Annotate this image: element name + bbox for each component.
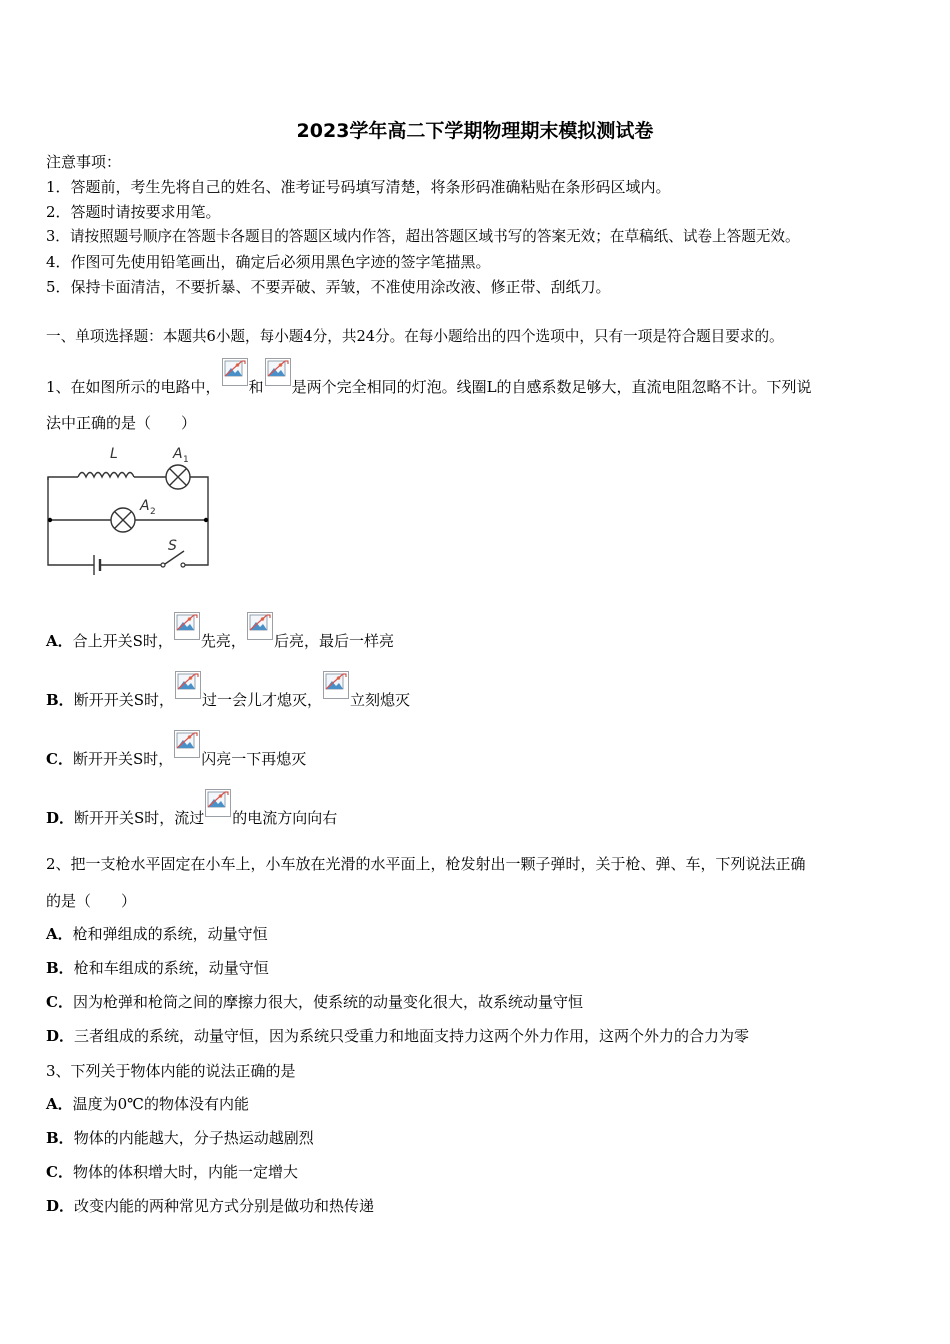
bulb-image-icon [175,671,201,699]
q1-option-a [46,612,394,656]
bulb-a2-sub: 2 [150,507,156,517]
q2-option-a [46,925,268,943]
bulb-a1-image-icon [222,358,248,386]
option-text: 因为枪弹和枪筒之间的摩擦力很大，使系统的动量变化很大，故系统动量守恒 [72,993,583,1011]
q1-stem-part: 1、在如图所示的电路中， [46,378,221,396]
notice-item: 5．保持卡面清洁，不要折暴、不要弄破、弄皱，不准使用涂改液、修正带、刮纸刀。 [46,278,611,296]
bulb-image-icon [247,612,273,640]
bulb-a1-label: A [173,446,183,462]
q2-option-c [46,993,583,1011]
q3-stem: 3、下列关于物体内能的说法正确的是 [46,1062,296,1080]
option-text: 的电流方向向右 [232,809,338,827]
option-text: 三者组成的系统，动量守恒，因为系统只受重力和地面支持力这两个外力作用，这两个外力的合力为零 [74,1027,750,1045]
q3-option-c [46,1163,298,1181]
option-label: D． [46,1027,75,1045]
notice-item: 1．答题前，考生先将自己的姓名、准考证号码填写清楚，将条形码准确粘贴在条形码区域内。 [46,178,671,196]
option-label: D． [46,1197,75,1215]
notice-item: 2．答题时请按要求用笔。 [46,203,221,221]
option-label: D． [46,809,75,827]
option-text: 断开开关S时， [72,750,174,768]
option-text: 闪亮一下再熄灭 [201,750,307,768]
bulb-image-icon [174,612,200,640]
option-label: A． [46,1095,73,1113]
option-label: C． [46,993,73,1011]
bulb-a1-sub: 1 [183,455,189,465]
option-text: 过一会儿才熄灭， [201,691,322,709]
notice-heading: 注意事项： [46,153,122,171]
option-text: 温度为0℃的物体没有内能 [72,1095,249,1113]
q3-option-d [46,1197,374,1215]
q1-stem-line2: 法中正确的是（ ） [46,414,197,432]
q1-option-c [46,730,306,774]
notice-item: 4．作图可先使用铅笔画出，确定后必须用黑色字迹的签字笔描黑。 [46,253,491,271]
option-text: 物体的体积增大时，内能一定增大 [72,1163,298,1181]
bulb-image-icon [174,730,200,758]
option-label: B． [46,691,74,709]
option-text: 先亮， [200,632,246,650]
inductor-label: L [110,446,118,462]
switch-label: S [168,538,177,554]
option-label: A． [46,925,73,943]
option-text: 枪和车组成的系统，动量守恒 [73,959,269,977]
page-title: 2023学年高二下学期物理期末模拟测试卷 [296,120,654,142]
q3-option-b [46,1129,314,1147]
q1-option-b [46,671,410,715]
option-text: 断开开关S时， [73,691,174,709]
bulb-a2-image-icon [265,358,291,386]
section-heading: 一、单项选择题：本题共6小题，每小题4分，共24分。在每小题给出的四个选项中，只有一项是符合题目要求的。 [46,328,784,345]
option-text: 立刻熄灭 [349,691,410,709]
q2-stem-line2: 的是（ ） [46,892,137,910]
option-label: C． [46,1163,73,1181]
option-text: 后亮，最后一样亮 [273,632,394,650]
bulb-a2-label: A [140,498,150,514]
option-label: B． [46,1129,74,1147]
q3-option-a [46,1095,249,1113]
bulb-image-icon [205,789,231,817]
bulb-image-icon [323,671,349,699]
option-text: 改变内能的两种常见方式分别是做功和热传递 [74,1197,375,1215]
q2-option-d [46,1027,749,1045]
notice-item: 3．请按照题号顺序在答题卡各题目的答题区域内作答，超出答题区域书写的答案无效；在草稿纸、试卷上答题无效。 [46,228,800,245]
option-label: A． [46,632,73,650]
option-text: 断开开关S时，流过 [74,809,205,827]
q1-stem-part: 是两个完全相同的灯泡。线圈L的自感系数足够大，直流电阻忽略不计。下列说 [291,378,812,396]
q2-stem-line1: 2、把一支枪水平固定在小车上，小车放在光滑的水平面上，枪发射出一颗子弹时，关于枪、弹、车，下列说法正确 [46,855,806,873]
q1-stem-part: 和 [248,378,264,396]
q1-option-d [46,789,337,833]
option-text: 物体的内能越大，分子热运动越剧烈 [73,1129,314,1147]
inductor-coil [78,473,134,478]
option-label: B． [46,959,74,977]
option-text: 枪和弹组成的系统，动量守恒 [72,925,268,943]
option-text: 合上开关S时， [72,632,173,650]
q2-option-b [46,959,269,977]
option-label: C． [46,750,73,768]
q1-stem-line1 [46,358,812,402]
circuit-diagram [44,440,219,585]
